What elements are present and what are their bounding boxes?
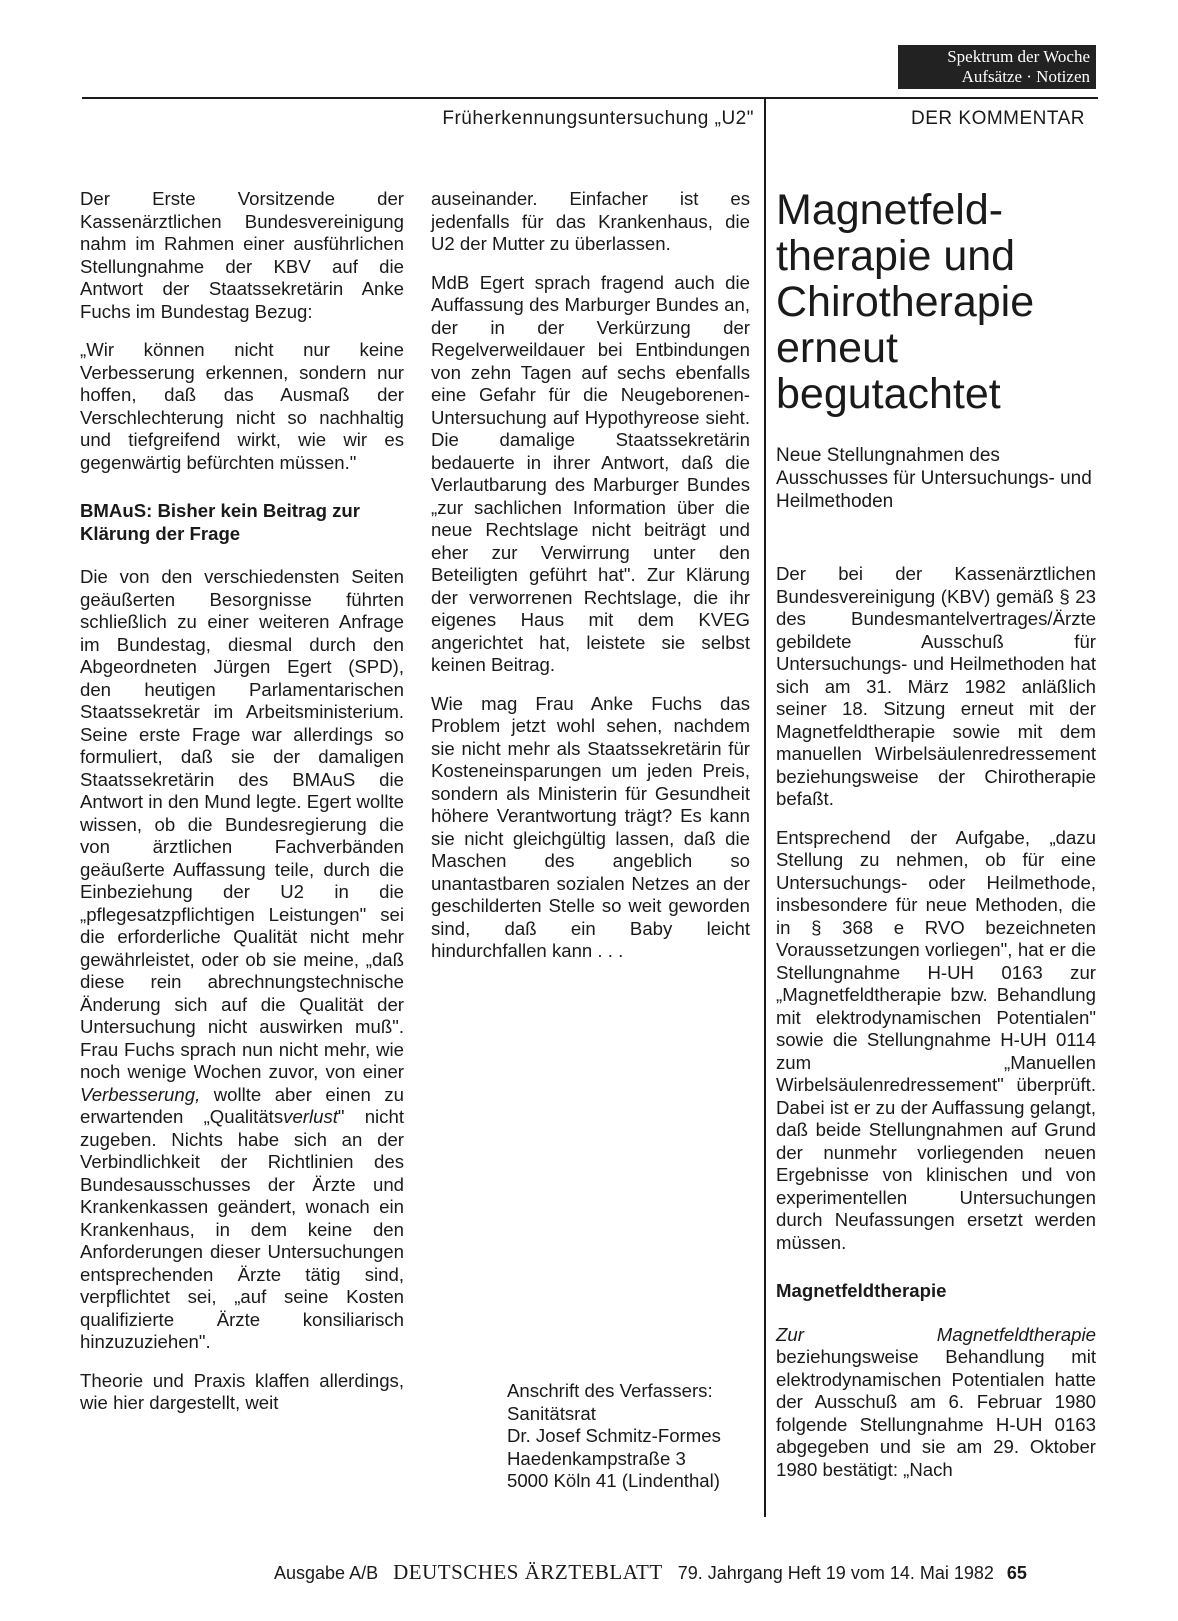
emphasis-text: Verbesserung, xyxy=(80,1083,201,1105)
author-address-line: Haedenkampstraße 3 xyxy=(507,1447,686,1469)
author-address xyxy=(507,1380,757,1493)
commentary-column xyxy=(776,563,1096,1497)
section-heading: BMAuS: Bisher kein Beitrag zur Klärung der Frage xyxy=(80,500,360,544)
emphasis-text: verlust xyxy=(283,1106,338,1127)
author-address-line: Sanitätsrat xyxy=(507,1402,596,1424)
author-address-line: Anschrift des Verfassers: xyxy=(507,1380,713,1401)
paragraph: Entsprechend der Aufgabe, „dazu Stellung zu nehmen, ob für eine Untersuchungs- oder Heilmethode, insbesondere für neue Methoden, die in § 368 e RVO bezeichneten Voraussetzungen vorliegen", hat er die Stellungnahme H-UH 0163 zur „Magnetfeldtherapie bzw. Behandlung mit elektrodynamischen Potentialen" sowie die Stellungnahme H-UH 0114 zum „Manuellen Wirbelsäulenredressement" überprüft. Dabei ist er zu der Auffassung gelangt, daß beide Stellungnahmen auf Grund der nunmehr vorliegenden neuen Ergebnisse von klinischen und von experimentellen Untersuchungen durch Neufassungen ersetzt werden müssen. xyxy=(776,826,1096,1253)
footer-issue: 79. Jahrgang Heft 19 vom 14. Mai 1982 xyxy=(677,1563,994,1583)
text-run: " nicht zugeben. Nichts habe sich an der Verbindlichkeit der Richtlinien des Bundesausschusses der Ärzte und Krankenkassen geändert, wonach ein Krankenhaus, in dem keine den Anforderungen dieser Untersuchungen entsprechenden Ärzte tätig sind, verpflichtet sei, „auf seine Kosten qualifizierte Ärzte konsiliarisch hinzuzuziehen". xyxy=(80,1106,404,1352)
text-run: wollte aber einen zu erwartenden „Qualitäts xyxy=(80,1083,404,1127)
page-footer xyxy=(274,1560,1027,1585)
badge-line-1: Spektrum der Woche xyxy=(947,47,1090,66)
author-address-line: Dr. Josef Schmitz-Formes xyxy=(507,1425,721,1446)
headline-line: Chirotherapie xyxy=(776,278,1035,326)
badge-line-2: Aufsätze · Notizen xyxy=(961,67,1090,86)
article-column-2 xyxy=(431,188,750,979)
paragraph: Der bei der Kassenärztlichen Bundesvereinigung (KBV) gemäß § 23 des Bundesmantelvertrages/Ärzte gebildete Ausschuß für Untersuchungs- und Heilmethoden hat sich am 31. März 1982 anläßlich seiner 18. Sitzung erneut mit der Magnetfeldtherapie sowie mit dem manuellen Wirbelsäulenredressement beziehungsweise der Chirotherapie befaßt. xyxy=(776,563,1096,809)
emphasis-text: Zur Magnetfeldtherapie xyxy=(776,1323,1096,1345)
paragraph: Theorie und Praxis klaffen allerdings, wie hier dargestellt, weit xyxy=(80,1369,404,1413)
paragraph: Der Erste Vorsitzende der Kassenärztlichen Bundesvereinigung nahm im Rahmen einer ausführlichen Stellungnahme der KBV auf die Antwort der Staatssekretärin Anke Fuchs im Bundestag Bezug: xyxy=(80,188,404,322)
paragraph xyxy=(80,566,404,1354)
page-number: 65 xyxy=(1006,1563,1027,1583)
author-address-line: 5000 Köln 41 (Lindenthal) xyxy=(507,1470,720,1491)
footer-edition: Ausgabe A/B xyxy=(274,1563,379,1583)
quote-paragraph: „Wir können nicht nur keine Verbesserung erkennen, sondern nur hoffen, daß das Ausmaß der Verschlechterung nicht so nachhaltig und tiefgreifend wirkt, wie wir es gegenwärtig befürchten müssen." xyxy=(80,339,404,473)
top-rule xyxy=(82,97,1098,99)
text-run: beziehungsweise Behandlung mit elektrodynamischen Potentialen hatte der Ausschuß am 6. Februar 1980 folgende Stellungnahme H-UH 0163 abgegeben und sie am 29. Oktober 1980 bestätigt: „Nach xyxy=(776,1346,1096,1480)
paragraph: MdB Egert sprach fragend auch die Auffassung des Marburger Bundes an, der in der Verkürzung der Regelverweildauer bei Entbindungen von zehn Tagen auf sechs ebenfalls eine Gefahr für die Neugeborenen-Untersuchung auf Hypothyreose sieht. Die damalige Staatssekretärin bedauerte in ihrer Antwort, daß die Verlautbarung des Marburger Bundes „zur sachlichen Information über die neue Rechtslage nicht beiträgt und eher zur Verwirrung unter den Beteiligten geführt hat". Zur Klärung der verworrenen Rechtslage, die ihr eigenes Haus mit dem KVEG angerichtet hat, leistete sie selbst keinen Beitrag. xyxy=(431,271,750,675)
paragraph: auseinander. Einfacher ist es jedenfalls für das Krankenhaus, die U2 der Mutter zu überlassen. xyxy=(431,188,750,254)
footer-magazine-title: DEUTSCHES ÄRZTEBLATT xyxy=(393,1560,663,1584)
headline-line: erneut xyxy=(776,324,898,372)
headline-line: therapie und xyxy=(776,232,1016,280)
article-column-1 xyxy=(80,188,404,1431)
headline-line: Magnetfeld- xyxy=(776,186,1004,234)
commentary-headline xyxy=(776,187,1106,417)
commentary-subtitle: Neue Stellungnahmen des Ausschusses für Untersuchungs- und Heilmethoden xyxy=(776,445,1092,512)
paragraph xyxy=(776,1324,1096,1482)
text-run: Die von den verschiedensten Seiten geäußerten Besorgnisse führten schließlich zu einer weiteren Anfrage im Bundestag, diesmal durch den Abgeordneten Jürgen Egert (SPD), den heutigen Parlamentarischen Staatssekretär im Arbeitsministerium. Seine erste Frage war allerdings so formuliert, daß sie der damaligen Staatssekretärin des BMAuS die Antwort in den Mund legte. Egert wollte wissen, ob die Bundesregierung die von ärztlichen Fachverbänden geäußerte Auffassung teile, durch die Einbeziehung der U2 in die „pflegesatzpflichtigen Leistungen" sei die erforderliche Qualität nicht mehr gewährleistet, oder ob sie meine, „daß diese rein abrechnungstechnische Änderung sich auf die Qualität der Untersuchung nicht auswirken muß". Frau Fuchs sprach nun nicht mehr, wie noch wenige Wochen zuvor, von einer xyxy=(80,566,404,1082)
paragraph: Wie mag Frau Anke Fuchs das Problem jetzt wohl sehen, nachdem sie nicht mehr als Staatssekretärin für Kosteneinsparungen um jeden Preis, sondern als Ministerin für Gesundheit höhere Verantwortung trägt? Es kann sie nicht gleichgültig lassen, daß die Maschen des angeblich so unantastbaren sozialen Netzes an der geschilderten Stelle so weit geworden sind, daß ein Baby leicht hindurchfallen kann . . . xyxy=(431,692,750,961)
kommentar-label: DER KOMMENTAR xyxy=(911,108,1085,129)
section-heading: Magnetfeldtherapie xyxy=(776,1280,947,1301)
section-badge xyxy=(898,45,1096,89)
headline-line: begutachtet xyxy=(776,370,1001,418)
column-divider xyxy=(764,97,766,1517)
section-label: Früherkennungsuntersuchung „U2" xyxy=(442,108,754,129)
